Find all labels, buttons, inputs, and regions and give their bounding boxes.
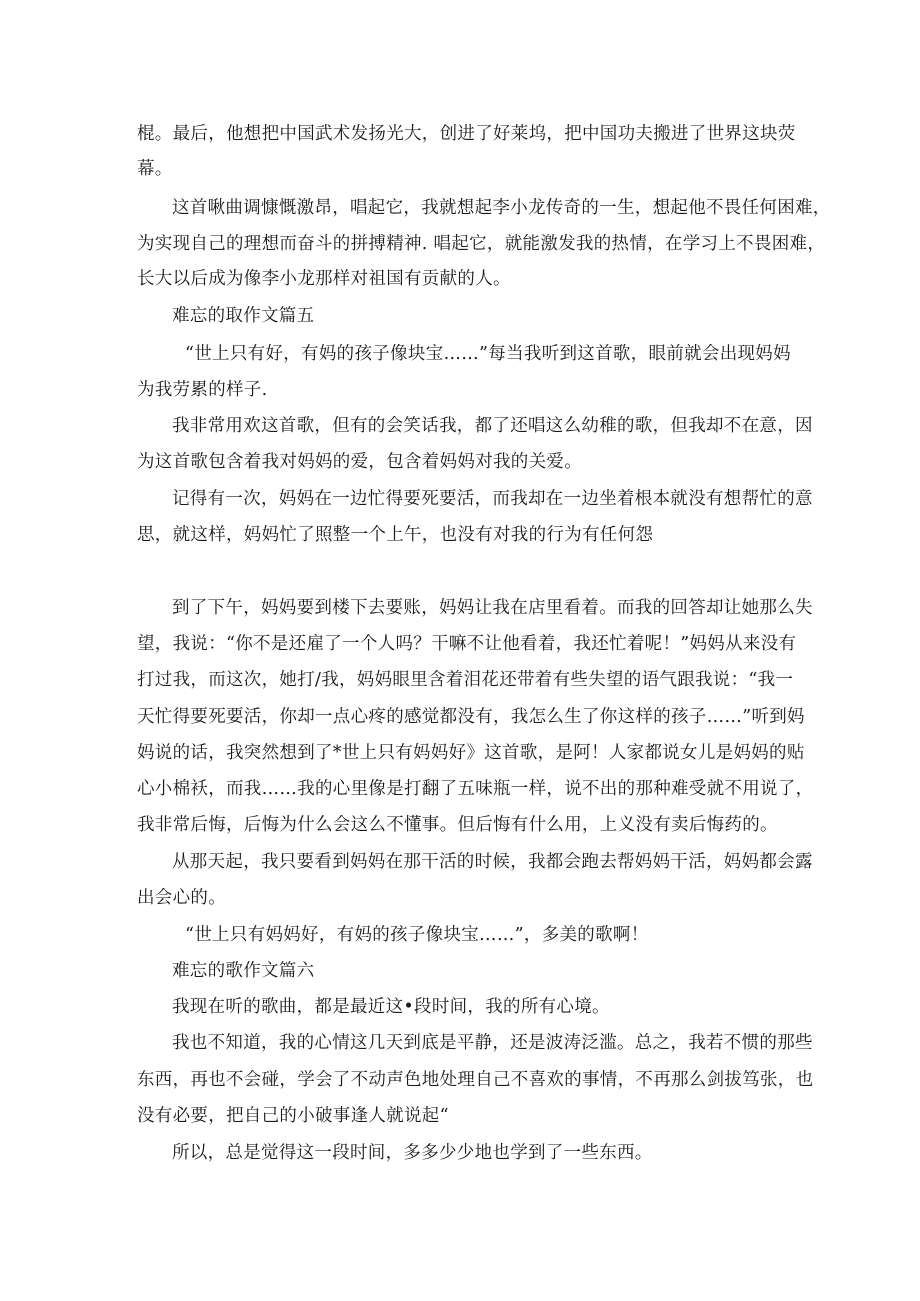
text-line: 为实现自己的理想而奋斗的拼搏精神. 唱起它，就能激发我的热情，在学习上不畏困难， [137,234,826,254]
text-line: 棍。最后，他想把中国武术发扬光大，创进了好莱坞，把中国功夫搬进了世界这块荧 [137,124,796,144]
text-line: 为这首歌包含着我对妈妈的爱，包含着妈妈对我的关爱。 [137,452,582,472]
text-line: 我非常用欢这首歌，但有的会笑话我，都了还唱这么幼稚的歌，但我却不在意，因 [172,416,813,436]
text-line: 从那天起，我只要看到妈妈在那干活的时候，我都会跑去帮妈妈干活，妈妈都会露 [172,852,813,872]
text-line: 我也不知道，我的心情这几天到底是平静，还是波涛泛滥。总之，我若不惯的那些 [172,1033,813,1053]
text-line: “世上只有妈妈好，有妈的孩子像块宝……”，多美的歌啊！ [185,925,649,945]
text-line: 这首啾曲调慷慨激昂，唱起它，我就想起李小龙传奇的一生，想起他不畏任何困难， [172,198,831,218]
section-heading: 难忘的取作文篇五 [172,306,315,326]
text-line: 望，我说：“你不是还雇了一个人吗？干嘛不让他看着，我还忙着呢！”妈妈从来没有 [137,634,797,654]
text-line: 没有必要，把自己的小破事逢人就说起“ [137,1106,449,1126]
text-line: 长大以后成为像李小龙那样对祖国有贡献的人。 [137,269,511,289]
text-line: 我非常后悔，后悔为什么会这么不懂事。但后悔有什么用，上义没有卖后悔药的。 [137,815,778,835]
text-line: 我现在听的歌曲，都是最近这•段时间，我的所有心境。 [172,997,610,1017]
text-line: “世上只有好，有妈的孩子像块宝……”每当我听到这首歌，眼前就会出现妈妈 [185,344,791,364]
text-line: 思，就这样，妈妈忙了照整一个上午，也没有对我的行为有任何怨 [137,525,654,545]
text-line: 记得有一次，妈妈在一边忙得要死要活，而我却在一边坐着根本就没有想帮忙的意 [172,489,813,509]
text-line: 妈说的话，我突然想到了*世上只有妈妈好》这首歌，是阿！人家都说女儿是妈妈的贴 [137,743,805,763]
text-line: 到了下午，妈妈要到楼下去要账，妈妈让我在店里看着。而我的回答却让她那么失 [172,598,813,618]
text-line: 出会心的。 [137,888,226,908]
section-heading: 难忘的歌作文篇六 [172,961,315,981]
text-line: 为我劳累的样子. [137,380,268,400]
text-line: 打过我，而这次，她打/我，妈妈眼里含着泪花还带着有些失望的语气跟我说：“我一 [137,670,794,690]
text-line: 天忙得要死要活，你却一点心疼的感觉都没有，我怎么生了你这样的孩子……”听到妈 [137,707,805,727]
text-line: 幕。 [137,159,173,179]
text-line: 所以，总是觉得这一段时间，多多少少地也学到了一些东西。 [172,1143,653,1163]
text-line: 东西，再也不会碰，学会了不动声色地处理自己不喜欢的事情，不再那么剑拔笃张，也 [137,1070,814,1090]
text-line: 心小棉袄，而我……我的心里像是打翻了五味瓶一样，说不出的那种难受就不用说了， [137,779,814,799]
